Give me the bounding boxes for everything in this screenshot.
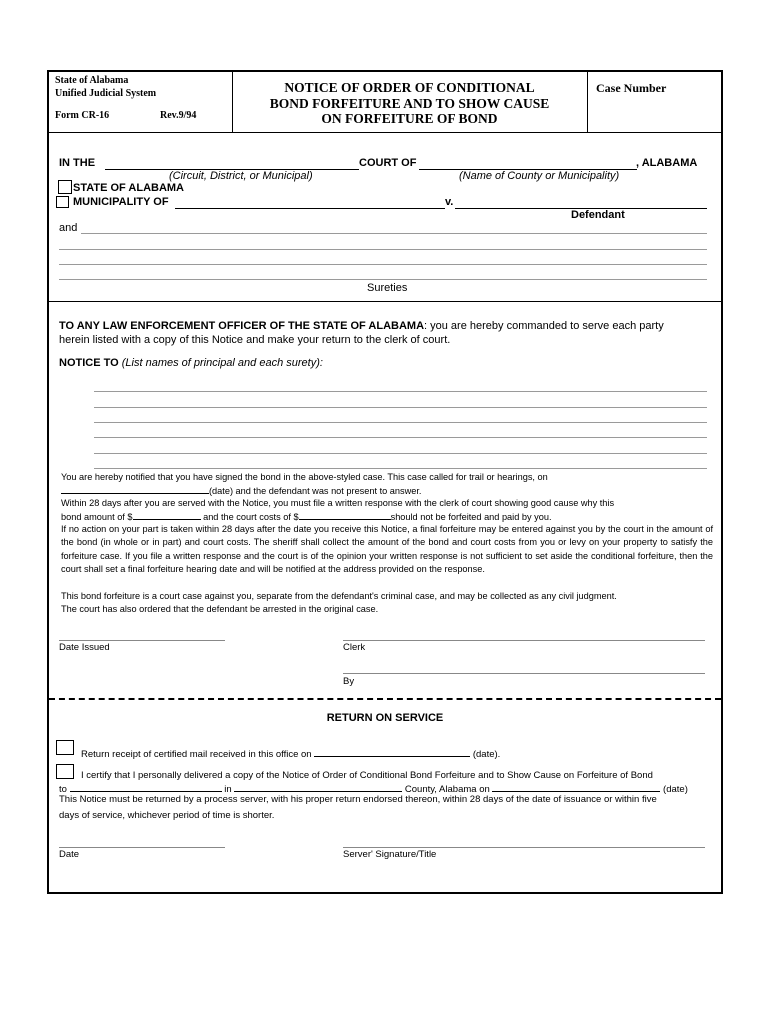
- surety-line-4[interactable]: [59, 279, 707, 280]
- header-left: [49, 72, 233, 132]
- municipality-label: MUNICIPALITY OF: [73, 196, 169, 208]
- hearing-date-text: (date) and the defendant was not present to answer.: [209, 486, 422, 496]
- return-instruction-2: days of service, whichever period of time is shorter.: [59, 810, 275, 821]
- notice-line-4[interactable]: [94, 437, 707, 438]
- revision: Rev.9/94: [160, 110, 197, 121]
- system-label: Unified Judicial System: [55, 88, 157, 99]
- server-signature-label: Server' Signature/Title: [343, 849, 437, 860]
- sureties-label: Sureties: [367, 282, 408, 294]
- body-paragraph-4: This bond forfeiture is a court case against you, separate from the defendant's criminal case, and may be collected as any civil judgment.: [61, 591, 617, 601]
- personal-delivery-text: I certify that I personally delivered a copy of the Notice of Order of Conditional Bond Forfeiture and to Show Cause on Forfeiture of Bond: [81, 770, 653, 781]
- notice-to-label: NOTICE TO: [59, 357, 119, 369]
- and-label: and: [59, 222, 78, 234]
- personal-delivery-checkbox[interactable]: [56, 764, 74, 779]
- certified-mail-label: Return receipt of certified mail received in this office on: [81, 749, 312, 760]
- body-paragraph-5: The court has also ordered that the defendant be arrested in the original case.: [61, 604, 379, 614]
- title-line-2: BOND FORFEITURE AND TO SHOW CAUSE: [269, 95, 550, 111]
- versus-label: v.: [445, 196, 454, 208]
- state-label: State of Alabama: [55, 75, 129, 86]
- surety-line-1[interactable]: [81, 233, 707, 234]
- notice-line-6[interactable]: [94, 468, 707, 469]
- surety-line-2[interactable]: [59, 249, 707, 250]
- delivered-to-field[interactable]: [70, 782, 222, 792]
- server-signature-line[interactable]: [343, 847, 705, 848]
- notice-to: [59, 357, 323, 369]
- court-costs-label: and the court costs of $: [203, 512, 299, 522]
- certified-mail-date-field[interactable]: [314, 747, 470, 757]
- state-of-alabama-checkbox[interactable]: [58, 180, 72, 194]
- municipality-field[interactable]: [175, 208, 445, 209]
- header-divider: [49, 132, 721, 133]
- notice-line-1[interactable]: [94, 391, 707, 392]
- date-issued-label: Date Issued: [59, 642, 110, 653]
- court-costs-field[interactable]: [299, 510, 391, 520]
- by-label: By: [343, 676, 355, 687]
- forfeit-text: should not be forfeited and paid by you.: [390, 512, 552, 522]
- state-of-alabama-label: STATE OF ALABAMA: [73, 182, 185, 194]
- by-line[interactable]: [343, 673, 705, 674]
- case-number-box[interactable]: [588, 72, 721, 132]
- bond-amount-label: bond amount of $: [61, 512, 133, 522]
- delivery-date-field[interactable]: [492, 782, 660, 792]
- to-label: to: [59, 784, 67, 795]
- command-bold: TO ANY LAW ENFORCEMENT OFFICER OF THE STATE OF ALABAMA: [59, 320, 425, 332]
- body-paragraph-1: You are hereby notified that you have signed the bond in the above-styled case. This case called for trail or hearings, on: [61, 472, 548, 482]
- surety-line-3[interactable]: [59, 264, 707, 265]
- form-title: [232, 72, 588, 132]
- county-on-label: County, Alabama on: [404, 784, 490, 795]
- body-paragraph-3: If no action on your part is taken within 28 days after the date you receive this Notice, a final forfeiture may be entered against you by the court in the amount of the bond (in whole or in part) and court costs. The sheriff shall collect the amount of the bond and court costs from you or levy on your property to satisfy the forfeiture case. If you file a written response and the court is of the opinion your written response is not sufficient to set aside the conditional forfeiture, then the court shall set a final forfeiture hearing date and will be notified at the address provided on the response.: [61, 524, 713, 574]
- notice-line-5[interactable]: [94, 453, 707, 454]
- date-issued-line[interactable]: [59, 640, 225, 641]
- delivery-date-label: (date): [663, 784, 688, 795]
- alabama-label: , ALABAMA: [636, 157, 698, 169]
- command-rest: : you are hereby commanded to serve each party: [424, 320, 664, 332]
- court-of-label: COURT OF: [359, 157, 417, 169]
- command-line-2: herein listed with a copy of this Notice and make your return to the clerk of court.: [59, 334, 451, 346]
- defendant-label: Defendant: [571, 209, 625, 221]
- certified-mail-text: [81, 747, 500, 760]
- notice-line-3[interactable]: [94, 422, 707, 423]
- certified-mail-date-label: (date).: [472, 749, 501, 760]
- certified-mail-checkbox[interactable]: [56, 740, 74, 755]
- caption-divider: [49, 301, 721, 302]
- form-cr16: [47, 70, 723, 894]
- case-number-label: Case Number: [596, 81, 667, 95]
- body-paragraph-2: Within 28 days after you are served with the Notice, you must file a written response with the clerk of court showing good cause why this: [61, 498, 615, 508]
- title-line-1: NOTICE OF ORDER OF CONDITIONAL: [284, 80, 535, 95]
- in-label: in: [224, 784, 232, 795]
- municipality-checkbox[interactable]: [56, 196, 69, 208]
- notice-line-2[interactable]: [94, 407, 707, 408]
- delivery-county-field[interactable]: [234, 782, 402, 792]
- form-number: Form CR-16: [55, 110, 110, 121]
- county-hint: (Name of County or Municipality): [459, 170, 620, 182]
- cut-line: [49, 698, 721, 700]
- clerk-line[interactable]: [343, 640, 705, 641]
- command-text: [59, 319, 719, 347]
- bond-amount-field[interactable]: [133, 510, 201, 520]
- in-the-label: IN THE: [59, 157, 96, 169]
- court-type-hint: (Circuit, District, or Municipal): [169, 170, 313, 182]
- clerk-label: Clerk: [343, 642, 366, 653]
- return-date-label: Date: [59, 849, 80, 860]
- notice-to-hint: (List names of principal and each surety):: [121, 357, 323, 369]
- return-title: RETURN ON SERVICE: [326, 712, 444, 724]
- return-instruction-1: This Notice must be returned by a process server, with his proper return endorsed thereon, within 28 days of the date of issuance or within five: [59, 794, 657, 805]
- title-line-3: ON FORFEITURE OF BOND: [321, 111, 498, 126]
- hearing-date-field[interactable]: [61, 484, 209, 494]
- return-date-line[interactable]: [59, 847, 225, 848]
